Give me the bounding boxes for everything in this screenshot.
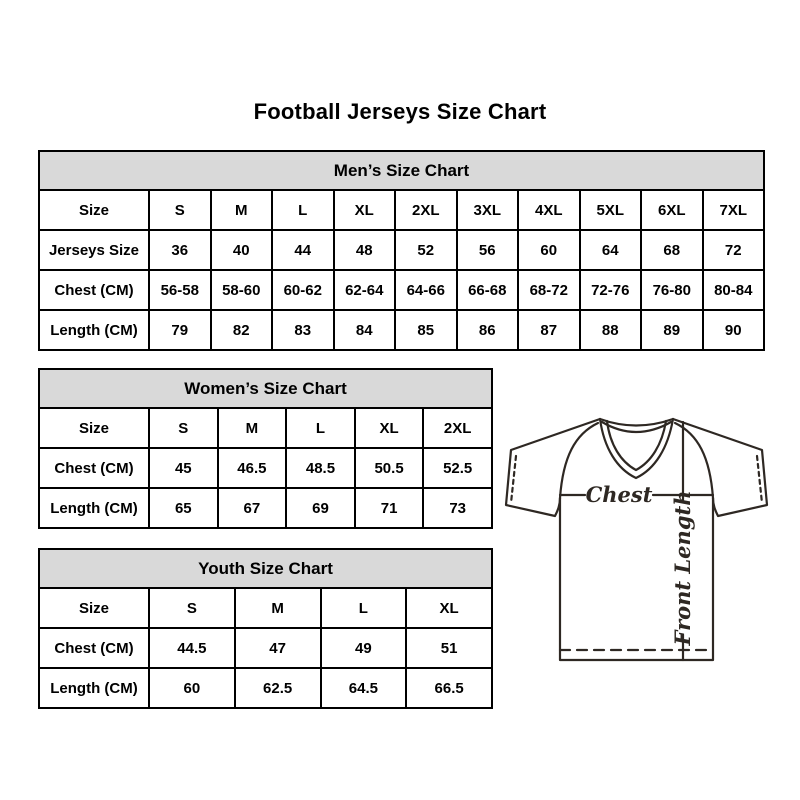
table-cell: 40 xyxy=(211,230,273,270)
table-cell: 51 xyxy=(406,628,492,668)
front-length-label: Front Length xyxy=(670,490,695,646)
table-cell: 82 xyxy=(211,310,273,350)
table-cell: 65 xyxy=(149,488,218,528)
table-row xyxy=(39,628,492,668)
table-cell: 64 xyxy=(580,230,642,270)
table-cell: 90 xyxy=(703,310,765,350)
table-cell: S xyxy=(149,588,235,628)
table-header-row xyxy=(39,151,764,190)
table-row xyxy=(39,668,492,708)
table-header-row xyxy=(39,369,492,408)
table-cell: 7XL xyxy=(703,190,765,230)
table-row xyxy=(39,588,492,628)
table-cell: 83 xyxy=(272,310,334,350)
table-cell: 84 xyxy=(334,310,396,350)
table-cell: 48 xyxy=(334,230,396,270)
table-cell: 2XL xyxy=(395,190,457,230)
table-cell: 71 xyxy=(355,488,424,528)
table-cell: M xyxy=(211,190,273,230)
table-cell: 3XL xyxy=(457,190,519,230)
table-cell: 44.5 xyxy=(149,628,235,668)
table-cell: 36 xyxy=(149,230,211,270)
table-cell: 64.5 xyxy=(321,668,407,708)
table-cell: 5XL xyxy=(580,190,642,230)
table-cell: 66-68 xyxy=(457,270,519,310)
table-cell: 45 xyxy=(149,448,218,488)
table-cell: 89 xyxy=(641,310,703,350)
table-row xyxy=(39,488,492,528)
jersey-collar-top xyxy=(600,419,673,426)
table-row xyxy=(39,408,492,448)
table-row xyxy=(39,190,764,230)
row-label: Length (CM) xyxy=(39,488,149,528)
row-label: Length (CM) xyxy=(39,310,149,350)
table-row xyxy=(39,448,492,488)
table-cell: 44 xyxy=(272,230,334,270)
table-cell: 67 xyxy=(218,488,287,528)
table-header-row xyxy=(39,549,492,588)
row-label: Chest (CM) xyxy=(39,270,149,310)
table-cell: 47 xyxy=(235,628,321,668)
row-label: Size xyxy=(39,190,149,230)
table-cell: 52.5 xyxy=(423,448,492,488)
table-cell: M xyxy=(235,588,321,628)
table-row xyxy=(39,310,764,350)
table-cell: 46.5 xyxy=(218,448,287,488)
table-cell: 4XL xyxy=(518,190,580,230)
table-row xyxy=(39,230,764,270)
table-title: Men’s Size Chart xyxy=(39,151,764,190)
womens-size-table xyxy=(38,368,493,529)
table-cell: 49 xyxy=(321,628,407,668)
table-cell: M xyxy=(218,408,287,448)
jersey-right-seam xyxy=(675,423,713,498)
table-cell: 62.5 xyxy=(235,668,321,708)
table-cell: S xyxy=(149,190,211,230)
youth-size-table xyxy=(38,548,493,709)
table-cell: L xyxy=(321,588,407,628)
table-cell: 6XL xyxy=(641,190,703,230)
table-cell: 69 xyxy=(286,488,355,528)
table-cell: 60 xyxy=(149,668,235,708)
table-cell: 72 xyxy=(703,230,765,270)
table-cell: 79 xyxy=(149,310,211,350)
jersey-diagram xyxy=(503,412,771,674)
chest-label: Chest xyxy=(585,482,653,507)
row-label: Chest (CM) xyxy=(39,448,149,488)
table-cell: 66.5 xyxy=(406,668,492,708)
table-cell: 58-60 xyxy=(211,270,273,310)
table-title: Women’s Size Chart xyxy=(39,369,492,408)
table-cell: L xyxy=(272,190,334,230)
table-cell: 86 xyxy=(457,310,519,350)
table-cell: S xyxy=(149,408,218,448)
table-cell: 2XL xyxy=(423,408,492,448)
table-cell: 48.5 xyxy=(286,448,355,488)
row-label: Chest (CM) xyxy=(39,628,149,668)
table-cell: 50.5 xyxy=(355,448,424,488)
table-cell: 88 xyxy=(580,310,642,350)
table-title: Youth Size Chart xyxy=(39,549,492,588)
mens-size-table xyxy=(38,150,765,351)
table-cell: 68 xyxy=(641,230,703,270)
table-cell: 72-76 xyxy=(580,270,642,310)
table-cell: 87 xyxy=(518,310,580,350)
table-cell: 56-58 xyxy=(149,270,211,310)
table-cell: 62-64 xyxy=(334,270,396,310)
table-cell: 60 xyxy=(518,230,580,270)
row-label: Length (CM) xyxy=(39,668,149,708)
table-cell: 73 xyxy=(423,488,492,528)
table-cell: 52 xyxy=(395,230,457,270)
page-title: Football Jerseys Size Chart xyxy=(253,99,547,124)
table-cell: XL xyxy=(406,588,492,628)
table-cell: 85 xyxy=(395,310,457,350)
table-cell: L xyxy=(286,408,355,448)
table-cell: 80-84 xyxy=(703,270,765,310)
table-cell: XL xyxy=(355,408,424,448)
row-label: Size xyxy=(39,588,149,628)
table-row xyxy=(39,270,764,310)
table-cell: 76-80 xyxy=(641,270,703,310)
table-cell: XL xyxy=(334,190,396,230)
table-cell: 64-66 xyxy=(395,270,457,310)
jersey-right-cuff-dashes xyxy=(757,456,762,503)
row-label: Size xyxy=(39,408,149,448)
table-cell: 56 xyxy=(457,230,519,270)
jersey-left-cuff-dashes xyxy=(511,456,516,503)
table-cell: 60-62 xyxy=(272,270,334,310)
row-label: Jerseys Size xyxy=(39,230,149,270)
table-cell: 68-72 xyxy=(518,270,580,310)
